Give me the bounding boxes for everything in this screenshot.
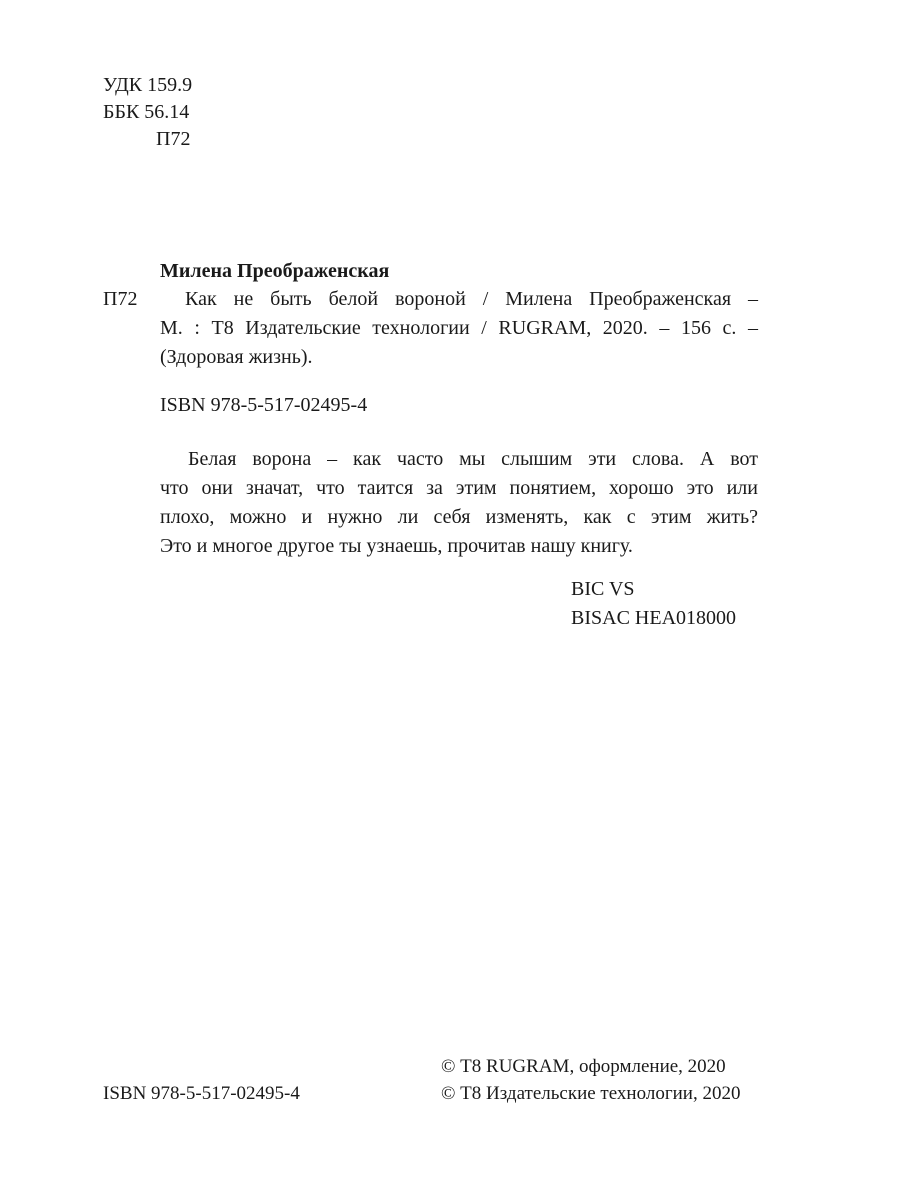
bisac-code: BISAC HEA018000 xyxy=(571,607,737,629)
annotation-line: Это и многое другое ты узнаешь, прочитав нашу книгу. xyxy=(160,535,633,557)
annotation xyxy=(160,445,758,561)
author-name: Милена Преображенская xyxy=(160,260,390,282)
copyright-publisher: © Т8 Издательские технологии, 2020 xyxy=(441,1083,741,1104)
udk-code: УДК 159.9 xyxy=(103,74,193,96)
footer-isbn: ISBN 978-5-517-02495-4 xyxy=(103,1083,300,1104)
biblio-description xyxy=(160,285,758,372)
copyright-design: © Т8 RUGRAM, оформление, 2020 xyxy=(441,1056,726,1077)
annotation-line: что они значат, что таится за этим понятием, хорошо это или xyxy=(160,477,758,499)
biblio-line: (Здоровая жизнь). xyxy=(160,346,313,368)
annotation-line: Белая ворона – как часто мы слышим эти слова. А вот xyxy=(188,448,758,470)
biblio-line: Как не быть белой вороной / Милена Преображенская – xyxy=(185,288,758,310)
bbk-code: ББК 56.14 xyxy=(103,101,190,123)
bic-code: BIC VS xyxy=(571,578,635,600)
biblio-author-mark: П72 xyxy=(103,288,138,310)
annotation-line: плохо, можно и нужно ли себя изменять, как с этим жить? xyxy=(160,506,758,528)
author-mark: П72 xyxy=(156,128,191,150)
isbn: ISBN 978-5-517-02495-4 xyxy=(160,394,368,416)
biblio-line: М. : Т8 Издательские технологии / RUGRAM, 2020. – 156 с. – xyxy=(160,317,758,339)
